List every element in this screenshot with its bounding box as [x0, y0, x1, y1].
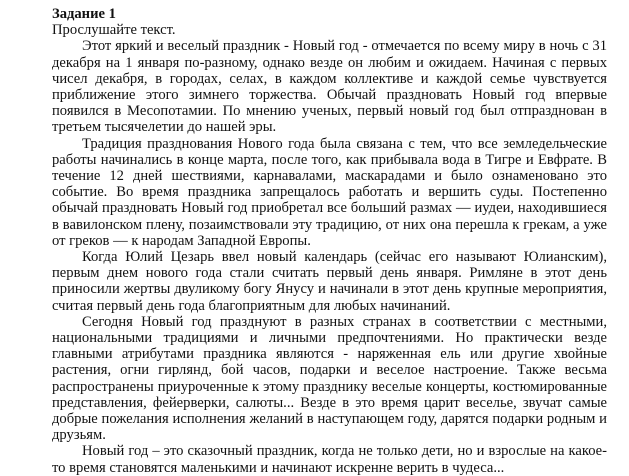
paragraph-5: Новый год – это сказочный праздник, когда не только дети, но и взрослые на какое-то время становятся маленькими и начинают искренне верить в чудеса...: [52, 443, 607, 476]
paragraph-4: Сегодня Новый год празднуют в разных странах в соответствии с местными, национальными традициями и личными предпочтениями. Но практически везде главными атрибутами праздника являются - наряженная ель или другие хвойные растения, огни гирлянд, бой часов, подарки и веселое настроение. Также весьма распространены приуроченные к этому празднику веселые концерты, костюмированные представления, фейерверки, салюты... Везде в это время царит веселье, звучат самые добрые пожелания исполнения желаний в наступающем году, дарятся подарки родным и друзьям.: [52, 313, 607, 444]
paragraph-3: Когда Юлий Цезарь ввел новый календарь (сейчас его называют Юлианским), первым днем нового года стали считать первый день января. Римляне в этот день приносили жертвы двуликому богу Янусу и начинали в этот день крупные мероприятия, считая первый день года благоприятным для любых начинаний.: [52, 249, 607, 314]
paragraph-1: Этот яркий и веселый праздник - Новый год - отмечается по всему миру в ночь с 31 декабря на 1 января по-разному, однако везде он любим и ожидаем. Начиная с первых чисел декабря, в городах, селах, в каждом коллективе и каждой семье чувствуется приближение этого зимнего торжества. Обычай праздновать Новый год впервые появился в Месопотамии. По мнению ученых, первый новый год был отпразднован в третьем тысячелетии до нашей эры.: [52, 38, 607, 136]
document-body: [52, 6, 607, 476]
task-instruction: Прослушайте текст.: [52, 22, 176, 39]
paragraph-2: Традиция празднования Нового года была связана с тем, что все земледельческие работы начинались в конце марта, после того, как прибывала вода в Тигре и Евфрате. В течение 12 дней шествиями, карнавалами, маскарадами и было ознаменовано это событие. Во время праздника запрещалось работать и вершить суды. Постепенно обычай праздновать Новый год приобретал все больший размах — иудеи, находившиеся в вавилонском плену, позаимствовали эту традицию, от них она перешла к грекам, а уже от греков — к народам Западной Европы.: [52, 135, 607, 249]
task-title: Задание 1: [52, 6, 116, 22]
